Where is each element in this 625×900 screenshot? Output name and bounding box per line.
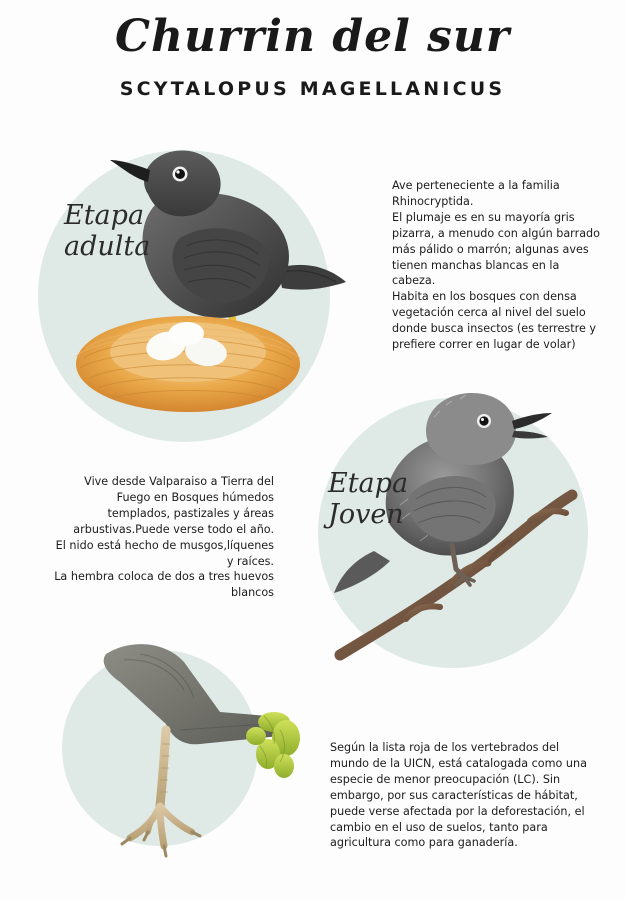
scientific-name: SCYTALOPUS MAGELLANICUS — [119, 78, 506, 100]
adult-bird-illustration — [60, 120, 360, 430]
description-text: Ave perteneciente a la familia Rhinocryptida. El plumaje es en su mayoría gris pizarra, a menudo con algún barrado más pálido o marrón; algunas aves tienen manchas blancas en la cabeza. Habita en los bosques con densa vegetación cerca al nivel del suelo donde busca insectos (es terrestre y prefiere correr en lugar de volar) — [392, 179, 600, 352]
young-stage-label: Etapa Joven — [328, 468, 409, 531]
bird-feet-illustration — [80, 620, 330, 885]
page-title: Churrin del sur — [114, 11, 511, 62]
conservation-status-text: Según la lista roja de los vertebrados del mundo de la UICN, está catalogada como una especie de menor preocupación (LC). Sin embargo, por sus características de hábitat, puede verse afectada por la deforestación, el cambio en el uso de suelos, tanto para agricultura como para ganadería. — [330, 741, 587, 850]
adult-stage-label: Etapa adulta — [64, 200, 151, 263]
habitat-text: Vive desde Valparaiso a Tierra del Fuego en Bosques húmedos templados, pastizales y áreas arbustivas.Puede verse todo el año. El nido está hecho de musgos,líquenes y raíces. La hembra coloca de dos a tres huevos blancos — [54, 475, 274, 600]
